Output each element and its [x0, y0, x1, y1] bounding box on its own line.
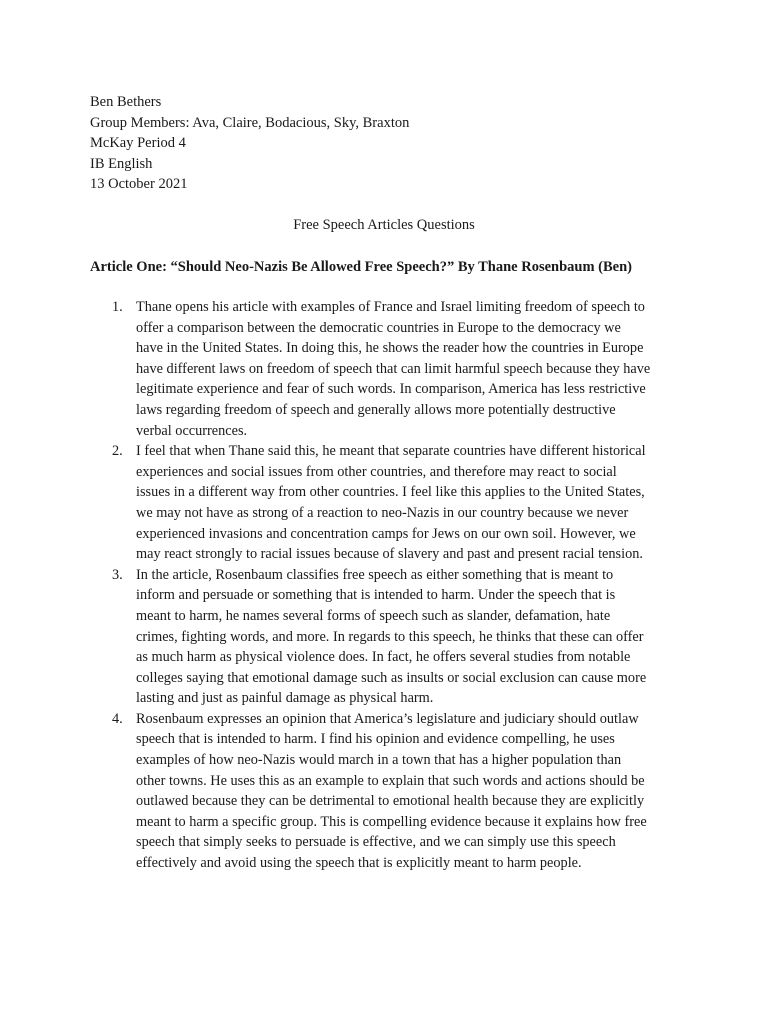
- answer-text-line: have different laws on freedom of speech that can limit harmful speech because they have: [136, 360, 651, 377]
- answer-text-line: Thane opens his article with examples of France and Israel limiting freedom of speech to: [136, 299, 645, 315]
- answer-text-line: examples of how neo-Nazis would march in a town that has a higher population than: [136, 752, 622, 769]
- group-members: Group Members: Ava, Claire, Bodacious, Sky, Braxton: [90, 114, 410, 131]
- document-date: 13 October 2021: [90, 176, 188, 193]
- answer-text-line: outlawed because they can be detrimental to emotional health because they are explicitly: [136, 793, 645, 810]
- student-header: [90, 92, 690, 195]
- course-name: IB English: [90, 155, 153, 172]
- answer-text-line: we may not have as strong of a reaction to neo-Nazis in our country because we never: [136, 504, 629, 521]
- answer-item: [90, 565, 690, 709]
- answer-text-line: speech that simply seeks to persuade is effective, and we can simply use this speech: [136, 834, 616, 851]
- answer-text-line: I feel that when Thane said this, he meant that separate countries have different historical: [136, 443, 646, 460]
- answer-text-line: other towns. He uses this as an example to explain that such words and actions should be: [136, 772, 645, 789]
- answer-number: 1.: [112, 299, 123, 315]
- answer-text-line: colleges saying that emotional damage such as insults or social exclusion can cause more: [136, 669, 647, 686]
- answer-text-line: meant to harm, he names several forms of speech such as slander, defamation, hate: [136, 607, 611, 624]
- article-heading: Article One: “Should Neo-Nazis Be Allowed Free Speech?” By Thane Rosenbaum (Ben): [90, 259, 633, 275]
- answer-text-line: experiences and social issues from other countries, and therefore may react to social: [136, 463, 617, 480]
- answer-item: [90, 297, 690, 441]
- answer-item: [90, 441, 690, 565]
- answer-text-line: speech that is intended to harm. I find his opinion and evidence compelling, he uses: [136, 731, 615, 748]
- answer-text-line: verbal occurrences.: [136, 422, 248, 439]
- answer-item: [90, 709, 690, 874]
- document-title: Free Speech Articles Questions: [293, 217, 475, 233]
- answer-number: 4.: [112, 710, 123, 727]
- answers-list: [90, 297, 690, 874]
- answer-text-line: effectively and avoid using the speech that is explicitly meant to harm people.: [136, 855, 582, 872]
- teacher-period: McKay Period 4: [90, 135, 186, 152]
- answer-text-line: Rosenbaum expresses an opinion that America’s legislature and judiciary should outlaw: [136, 710, 639, 727]
- answer-text-line: issues in a different way from other countries. I feel like this applies to the United States,: [136, 484, 645, 501]
- answer-text-line: In the article, Rosenbaum classifies free speech as either something that is meant to: [136, 566, 614, 583]
- answer-text-line: have in the United States. In doing this, he shows the reader how the countries in Europe: [136, 340, 644, 357]
- student-name: Ben Bethers: [90, 94, 162, 110]
- answer-text-line: meant to harm a specific group. This is compelling evidence because it explains how free: [136, 813, 647, 830]
- answer-text-line: offer a comparison between the democratic countries in Europe to the democracy we: [136, 319, 621, 336]
- answer-text-line: inform and persuade or something that is intended to harm. Under the speech that is: [136, 587, 616, 604]
- answer-text-line: legitimate experience and fear of such words. In comparison, America has less restrictive: [136, 381, 646, 398]
- answer-text-line: lasting and just as painful damage as physical harm.: [136, 690, 434, 707]
- answer-text-line: laws regarding freedom of speech and generally allows more potentially destructive: [136, 401, 616, 418]
- answer-number: 2.: [112, 443, 123, 460]
- answer-text-line: crimes, fighting words, and more. In regards to this speech, he thinks that these can offer: [136, 628, 644, 645]
- answer-text-line: may react strongly to racial issues because of slavery and past and present racial tension.: [136, 546, 643, 563]
- answer-text-line: experienced invasions and concentration camps for Jews on our own soil. However, we: [136, 525, 636, 542]
- answer-text-line: as much harm as physical violence does. In fact, he offers several studies from notable: [136, 649, 631, 666]
- answer-number: 3.: [112, 566, 123, 583]
